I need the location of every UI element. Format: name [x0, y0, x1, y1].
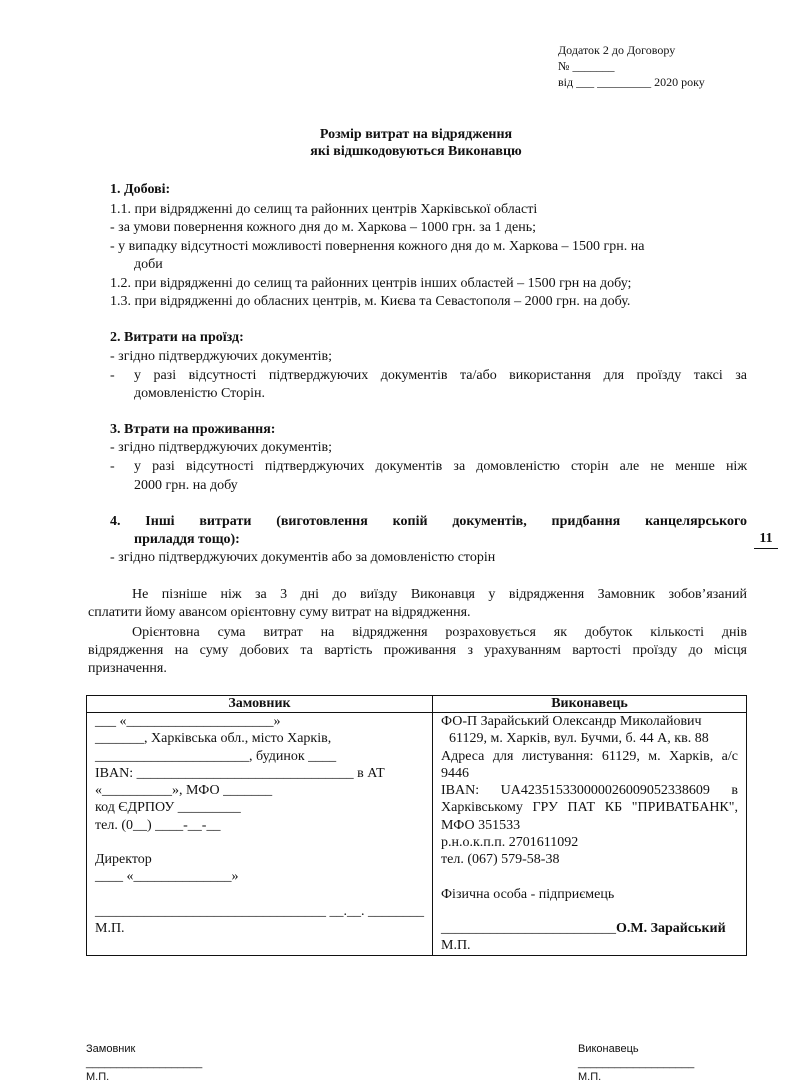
- footer-contractor-stamp: М.П.: [578, 1071, 602, 1083]
- section-4-item-1: - згідно підтверджуючих документів або за домовленістю сторін: [110, 550, 496, 565]
- section-3-dash: -: [110, 459, 115, 474]
- paragraph-advance-line-2: сплатити йому авансом орієнтовну суму витрат на відрядження.: [88, 605, 471, 620]
- section-2-item-2-cont: домовленістю Сторін.: [134, 386, 265, 401]
- contractor-mailing-address: Адреса для листування: 61129, м. Харків, а/с: [441, 748, 738, 764]
- paragraph-estimate-line-1: Орієнтовна сума витрат на відрядження розраховується як добуток кількості днів: [132, 625, 747, 640]
- customer-stamp: М.П.: [95, 920, 125, 936]
- customer-column-header: Замовник: [87, 696, 433, 713]
- footer-contractor: [578, 1042, 694, 1084]
- customer-edrpou: код ЄДРПОУ _________: [95, 800, 241, 816]
- section-3-item-2-cont: 2000 грн. на добу: [134, 478, 238, 493]
- section-4-heading: 4. Інші витрати (виготовлення копій документів, придбання канцелярського: [110, 514, 747, 529]
- section-2-dash: -: [110, 368, 115, 383]
- section-1-item-1-1: 1.1. при відрядженні до селищ та районних центрів Харківської області: [110, 202, 538, 217]
- section-1-item-1-3: 1.3. при відрядженні до обласних центрів, м. Києва та Севастополя – 2000 грн. на добу.: [110, 294, 631, 309]
- contractor-details: [433, 713, 747, 956]
- customer-details: [87, 713, 433, 956]
- section-3-heading: 3. Втрати на проживання:: [110, 422, 276, 437]
- title-line-2: які відшкодовуються Виконавцю: [310, 144, 522, 159]
- customer-phone: тел. (0__) ____-__-__: [95, 817, 221, 833]
- section-1-heading: 1. Добові:: [110, 182, 171, 197]
- appendix-title: Додаток 2 до Договору: [558, 43, 676, 57]
- page-number: 11: [754, 530, 778, 549]
- paragraph-estimate-line-2: відрядження на суму добових та вартість проживання з урахуванням вартості проїзду до місця: [88, 643, 747, 658]
- paragraph-estimate-line-3: призначення.: [88, 661, 167, 676]
- contract-number: № _______: [558, 59, 615, 73]
- contract-date: від ___ _________ 2020 року: [558, 75, 705, 89]
- title-line-1: Розмір витрат на відрядження: [319, 127, 513, 142]
- contractor-tax-id: р.н.о.к.п.п. 2701611092: [441, 835, 579, 851]
- customer-signature-line: _________________________________ __.__. ________: [95, 903, 424, 919]
- section-1-item-1-2: 1.2. при відрядженні до селищ та районних центрів інших областей – 1500 грн на добу;: [110, 276, 632, 291]
- section-1-item-1-1-a: - за умови повернення кожного дня до м. Харкова – 1000 грн. за 1 день;: [110, 220, 537, 235]
- customer-director-label: Директор: [95, 852, 152, 868]
- section-4-heading-cont: приладдя тощо):: [134, 532, 240, 547]
- footer-customer-stamp: М.П.: [86, 1071, 110, 1083]
- section-2-item-2: у разі відсутності підтверджуючих документів та/або використання для проїзду таксі за: [134, 368, 747, 383]
- section-1-item-1-1-b-cont: доби: [134, 257, 163, 272]
- footer-customer: [86, 1042, 202, 1084]
- section-2-heading: 2. Витрати на проїзд:: [110, 330, 244, 345]
- contractor-name: ФО-П Зарайський Олександр Миколайович: [441, 714, 702, 729]
- parties-table: [86, 695, 747, 956]
- footer-customer-line: ___________________: [86, 1057, 203, 1069]
- footer-contractor-label: Виконавець: [578, 1043, 639, 1055]
- contractor-mfo: МФО 351533: [441, 817, 521, 833]
- footer-customer-label: Замовник: [86, 1043, 136, 1055]
- section-3-item-2: у разі відсутності підтверджуючих документів за домовленістю сторін але не менше ніж: [134, 459, 747, 474]
- customer-bank: «__________», МФО _______: [95, 783, 273, 799]
- document-title: [0, 126, 790, 160]
- customer-street: ______________________, будинок ____: [95, 748, 337, 764]
- customer-iban: IBAN: _______________________________ в АТ: [95, 765, 385, 781]
- contractor-signature: [441, 920, 738, 937]
- customer-director-name: ____ «______________»: [95, 869, 239, 885]
- appendix-reference: [558, 42, 705, 90]
- section-2-item-1: - згідно підтверджуючих документів;: [110, 349, 332, 364]
- contractor-phone: тел. (067) 579-58-38: [441, 852, 560, 868]
- contractor-column-header: Виконавець: [433, 696, 747, 713]
- paragraph-advance-line-1: Не пізніше ніж за 3 дні до виїзду Виконавця у відрядження Замовник зобов’язаний: [132, 587, 747, 602]
- section-1-item-1-1-b: - у випадку відсутності можливості повернення кожного дня до м. Харкова – 1500 грн. на: [110, 239, 645, 254]
- contractor-signature-name: О.М. Зарайський: [616, 920, 726, 936]
- contractor-signature-line: _________________________: [441, 920, 616, 936]
- contractor-iban: IBAN: UA423515330000026009052338609 в: [441, 783, 738, 799]
- footer-contractor-line: ___________________: [578, 1057, 695, 1069]
- contractor-bank: Харківському ГРУ ПАТ КБ "ПРИВАТБАНК",: [441, 800, 738, 816]
- contractor-address: 61129, м. Харків, вул. Бучми, б. 44 А, кв. 88: [449, 731, 709, 747]
- contractor-status: Фізична особа - підприємець: [441, 886, 615, 902]
- customer-name: ___ «_____________________»: [95, 714, 281, 729]
- contractor-stamp: М.П.: [441, 938, 471, 954]
- section-3-item-1: - згідно підтверджуючих документів;: [110, 440, 332, 455]
- contractor-mailing-box: 9446: [441, 765, 469, 781]
- customer-city: _______, Харківська обл., місто Харків,: [95, 731, 332, 747]
